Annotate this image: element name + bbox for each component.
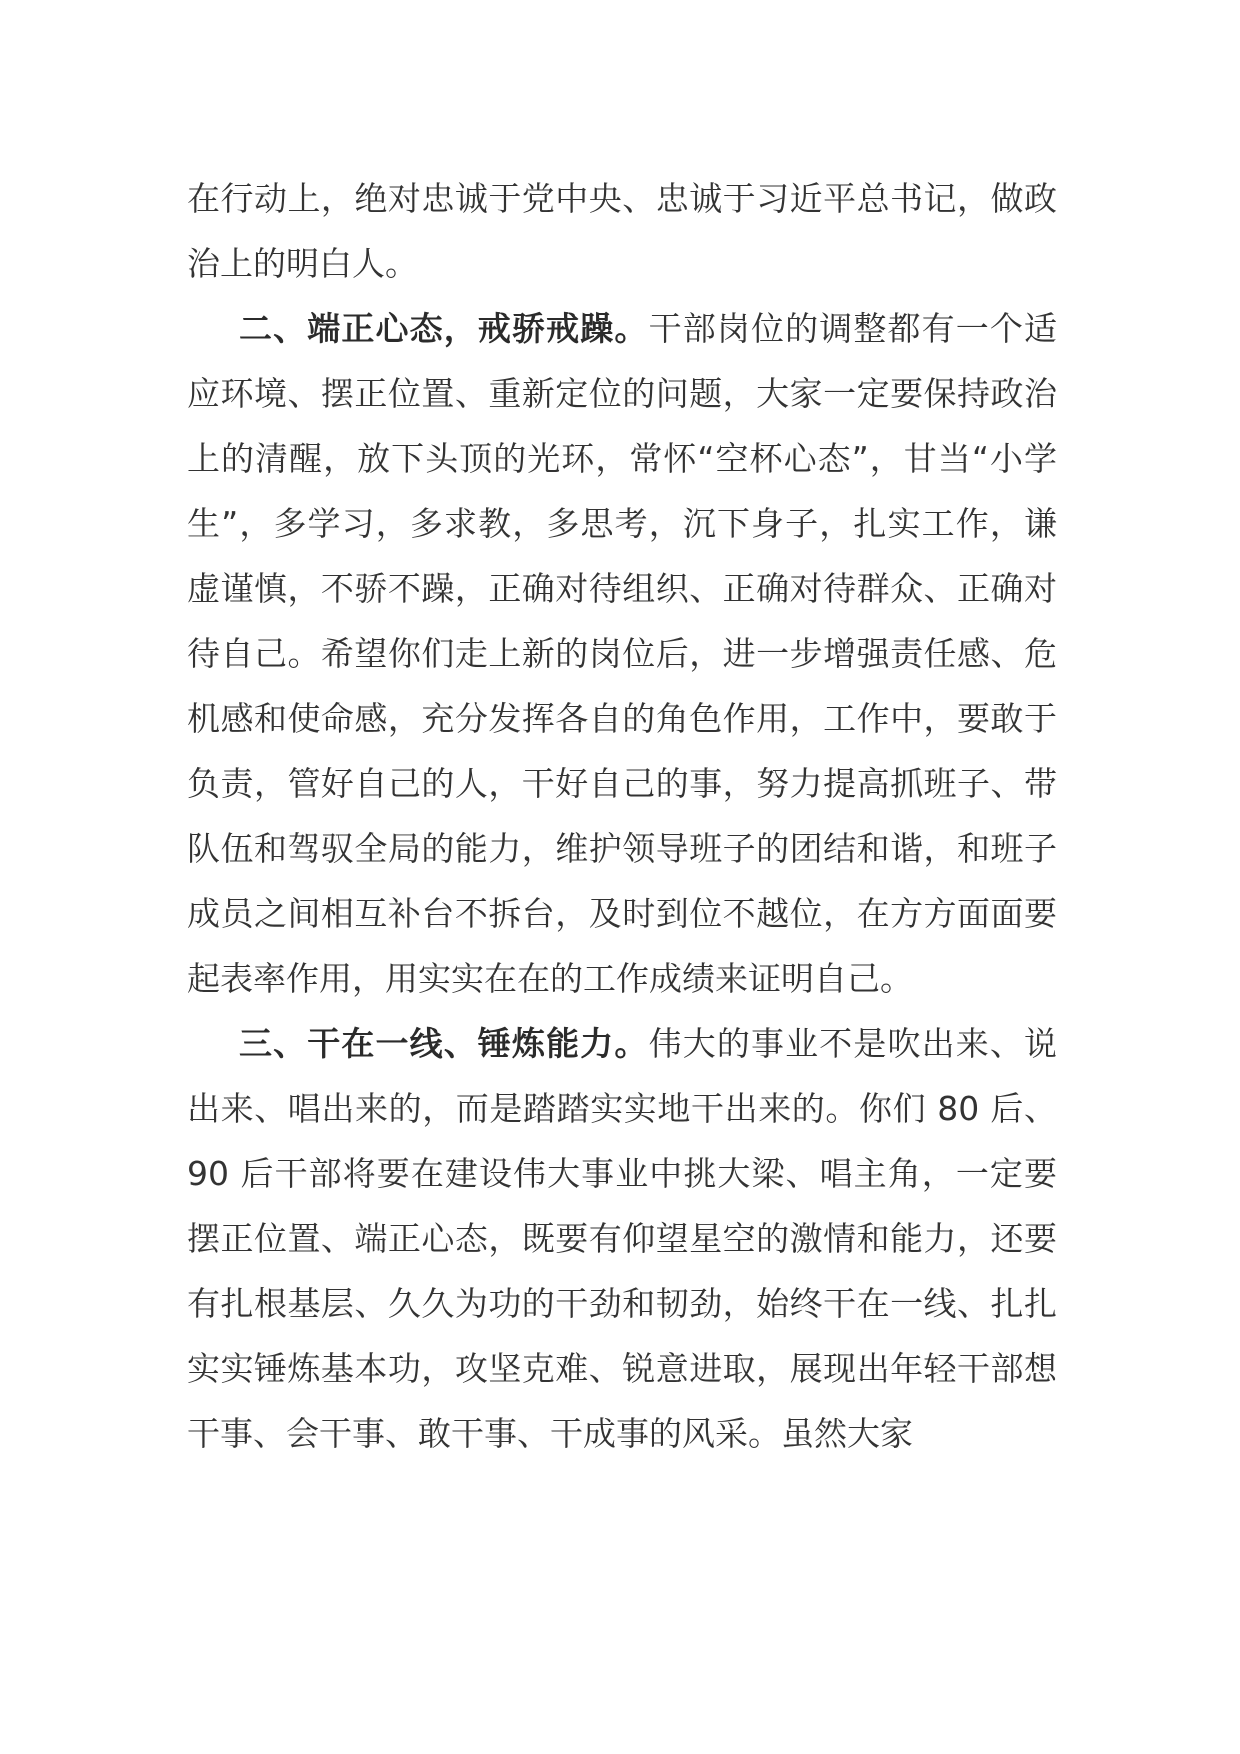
paragraph-2	[187, 296, 1057, 1011]
paragraph-1	[187, 166, 1057, 296]
body-text	[187, 166, 1057, 1466]
section-heading-2: 二、端正心态，戒骄戒躁。	[239, 309, 649, 348]
paragraph-3	[187, 1011, 1057, 1466]
paragraph-1-text: 在行动上，绝对忠诚于党中央、忠诚于习近平总书记，做政治上的明白人。	[187, 179, 1057, 283]
paragraph-3-text: 伟大的事业不是吹出来、说出来、唱出来的，而是踏踏实实地干出来的。你们 80 后、90 后干部将要在建设伟大事业中挑大梁、唱主角，一定要摆正位置、端正心态，既要有仰望星空的激情和能力，还要有扎根基层、久久为功的干劲和韧劲，始终干在一线、扎扎实实锤炼基本功，攻坚克难、锐意进取，展现出年轻干部想干事、会干事、敢干事、干成事的风采。虽然大家	[187, 1024, 1058, 1453]
section-heading-3: 三、干在一线、锤炼能力。	[239, 1024, 649, 1063]
paragraph-2-text: 干部岗位的调整都有一个适应环境、摆正位置、重新定位的问题，大家一定要保持政治上的清醒，放下头顶的光环，常怀“空杯心态”，甘当“小学生”，多学习，多求教，多思考，沉下身子，扎实工作，谦虚谨慎，不骄不躁，正确对待组织、正确对待群众、正确对待自己。希望你们走上新的岗位后，进一步增强责任感、危机感和使命感，充分发挥各自的角色作用，工作中，要敢于负责，管好自己的人，干好自己的事，努力提高抓班子、带队伍和驾驭全局的能力，维护领导班子的团结和谐，和班子成员之间相互补台不拆台，及时到位不越位，在方方面面要起表率作用，用实实在在的工作成绩来证明自己。	[187, 309, 1058, 998]
